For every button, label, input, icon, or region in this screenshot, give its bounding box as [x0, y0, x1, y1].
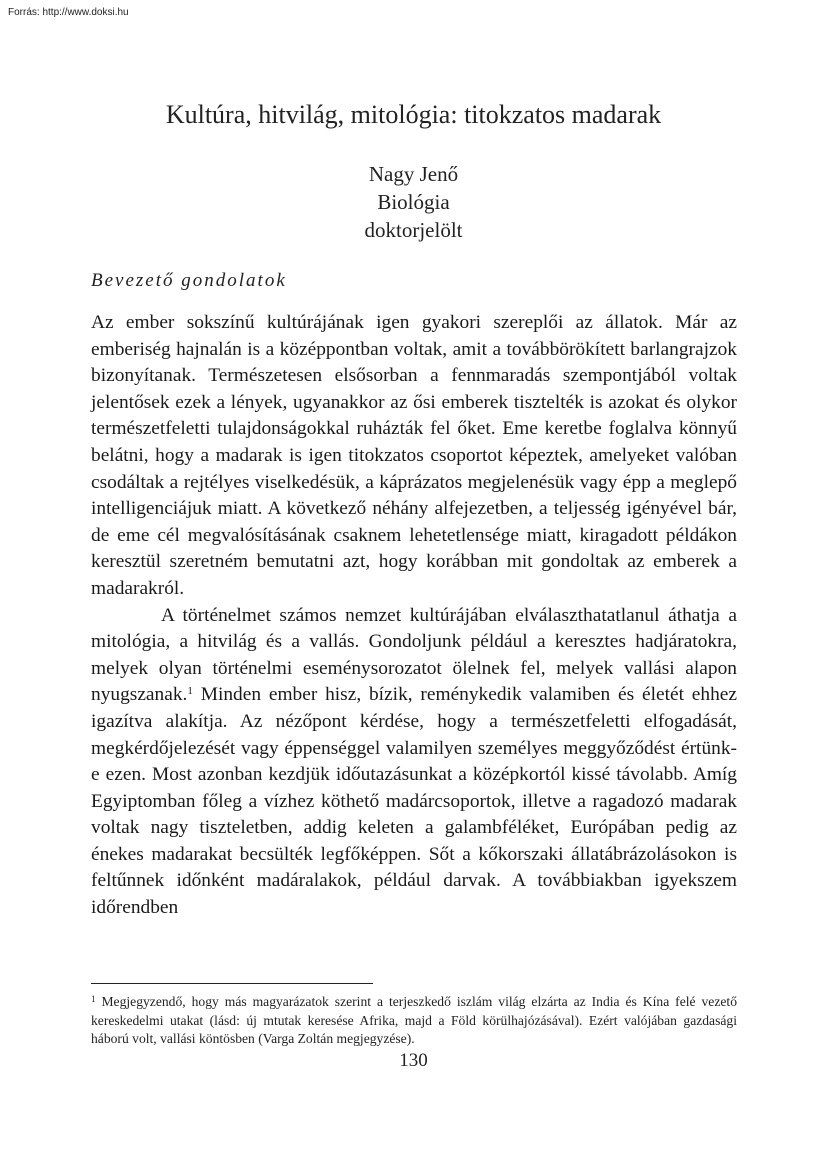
paragraph-2-part-2: Minden ember hisz, bízik, reménykedik valamiben és életét ehhez igazítva alakítja. Az nézőpont kérdése, hogy a természetfeletti elfogadását, megkérdőjelezését vagy éppenséggel valamilyen személyes meggyőződést értünk-e ezen. Most azonban kezdjük időutazásunkat a középkortól kissé távolabb. Amíg Egyiptomban főleg a vízhez köthető madárcsoportok, illetve a ragadozó madarak voltak nagy tiszteletben, addig keleten a galambféléket, Európában pedig az énekes madarakat becsülték legfőképpen. Sőt a kőkorszaki állatábrázolásokon is feltűnnek időnként madáralakok, például darvak. A továbbiakban igyekszem időrendben [91, 684, 737, 919]
author-field: Biológia [377, 190, 450, 214]
author-name: Nagy Jenő [368, 162, 459, 186]
footnote-text: Megjegyzendő, hogy más magyarázatok szerint a terjeszkedő iszlám világ elzárta az India és Kína felé vezető kereskedelmi utakat (lásd: új mtutak keresése Afrika, majd a Föld körülhajózásával). Ezért valójában gazdasági háború volt, vallási köntösben (Varga Zoltán megjegyzése). [91, 994, 737, 1046]
section-heading: Bevezető gondolatok [91, 270, 287, 291]
paragraph-2 [91, 603, 737, 922]
footnote-reference[interactable]: 1 [187, 685, 193, 698]
footnote-number: 1 [91, 994, 96, 1004]
footnote [91, 993, 737, 1049]
source-url: Forrás: http://www.doksi.hu [8, 7, 129, 18]
paragraph-2-part-1: A történelmet számos nemzet kultúrájában elválaszthatatlanul áthatja a mitológia, a hitvilág és a vallás. Gondoljunk például a keresztes hadjáratokra, melyek olyan történelmi eseménysorozatot ölelnek fel, melyek vallási alapon nyugszanak. [91, 604, 737, 706]
page-number: 130 [399, 1050, 428, 1071]
author-status: doktorjelölt [364, 218, 463, 242]
paragraph-1: Az ember sokszínű kultúrájának igen gyakori szereplői az állatok. Már az emberiség hajnalán is a középpontban voltak, amit a továbbörökített barlangrajzok bizonyítanak. Természetesen elsősorban a fennmaradás szempontjából voltak jelentősek ezek a lények, ugyanakkor az ősi emberek tisztelték is azokat és olykor természetfeletti tulajdonságokkal ruházták fel őket. Eme keretbe foglalva könnyű belátni, hogy a madarak is igen titokzatos csoportot képeztek, amelyeket valóban csodáltak a rejtélyes viselkedésük, a káprázatos megjelenésük vagy épp a meglepő intelligenciájuk miatt. A következő néhány alfejezetben, a teljesség igényével bár, de eme cél megvalósításának csaknem lehetetlensége miatt, kiragadott példákon keresztül szeretném bemutatni azt, hogy korábban mit gondoltak az emberek a madarakról. [91, 312, 737, 599]
footnote-divider [91, 983, 373, 984]
author-block [0, 160, 827, 244]
page-title: Kultúra, hitvilág, mitológia: titokzatos madarak [165, 100, 662, 129]
body-text [91, 310, 737, 922]
